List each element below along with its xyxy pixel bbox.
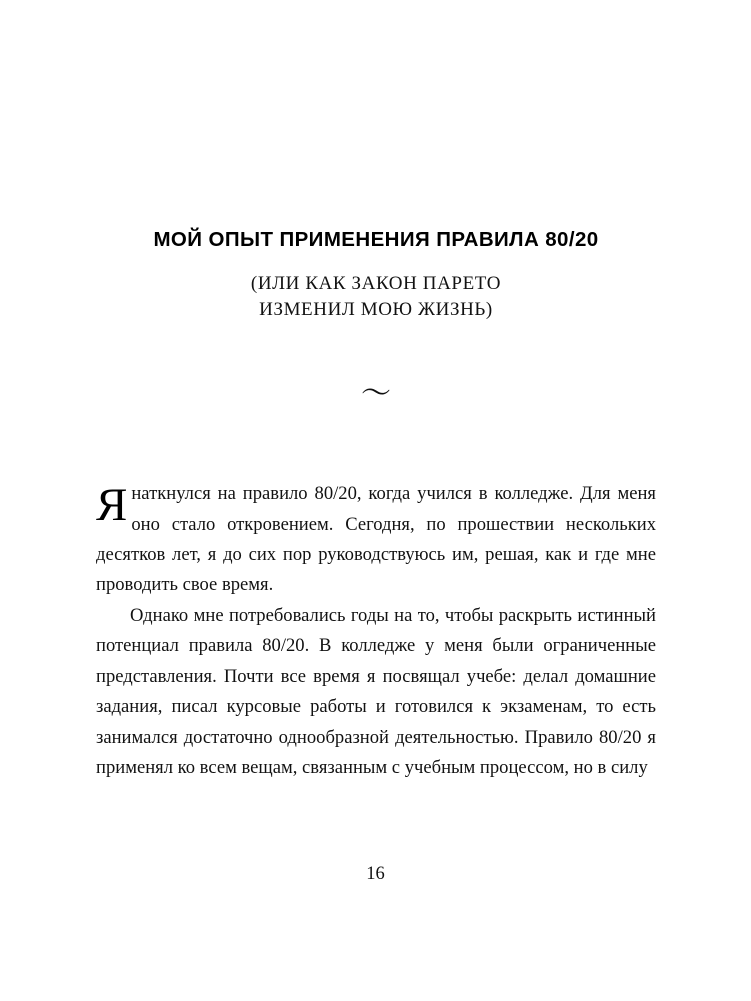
- paragraph-1: [96, 479, 656, 601]
- chapter-heading: [96, 228, 656, 323]
- page-number: 16: [366, 864, 385, 884]
- paragraph-1-text: наткнулся на правило 80/20, когда учился в колледже. Для меня оно стало откровением. Сегодня, по прошествии нескольких десятков лет, я до сих пор руководствуюсь им, решая, как и где мне проводить свое время.: [96, 483, 656, 596]
- chapter-title: МОЙ ОПЫТ ПРИМЕНЕНИЯ ПРАВИЛА 80/20: [153, 228, 599, 251]
- chapter-subtitle-line-2: ИЗМЕНИЛ МОЮ ЖИЗНЬ): [259, 298, 493, 320]
- swash-ornament-icon: 〜: [361, 377, 391, 411]
- drop-cap: Я: [96, 479, 128, 532]
- chapter-subtitle: [96, 271, 656, 323]
- page-content: [96, 0, 656, 784]
- body-text: [96, 479, 656, 784]
- paragraph-2: Однако мне потребовались годы на то, чтобы раскрыть истинный потенциал правила 80/20. В колледже у меня были ограниченные представления. Почти все время я посвящал учебе: делал домашние задания, писал курсовые работы и готовился к экзаменам, то есть занимался достаточно однообразной деятельностью. Правило 80/20 я применял ко всем вещам, связанным с учебным процессом, но в силу: [96, 604, 656, 779]
- chapter-subtitle-line-1: (ИЛИ КАК ЗАКОН ПАРЕТО: [250, 272, 502, 294]
